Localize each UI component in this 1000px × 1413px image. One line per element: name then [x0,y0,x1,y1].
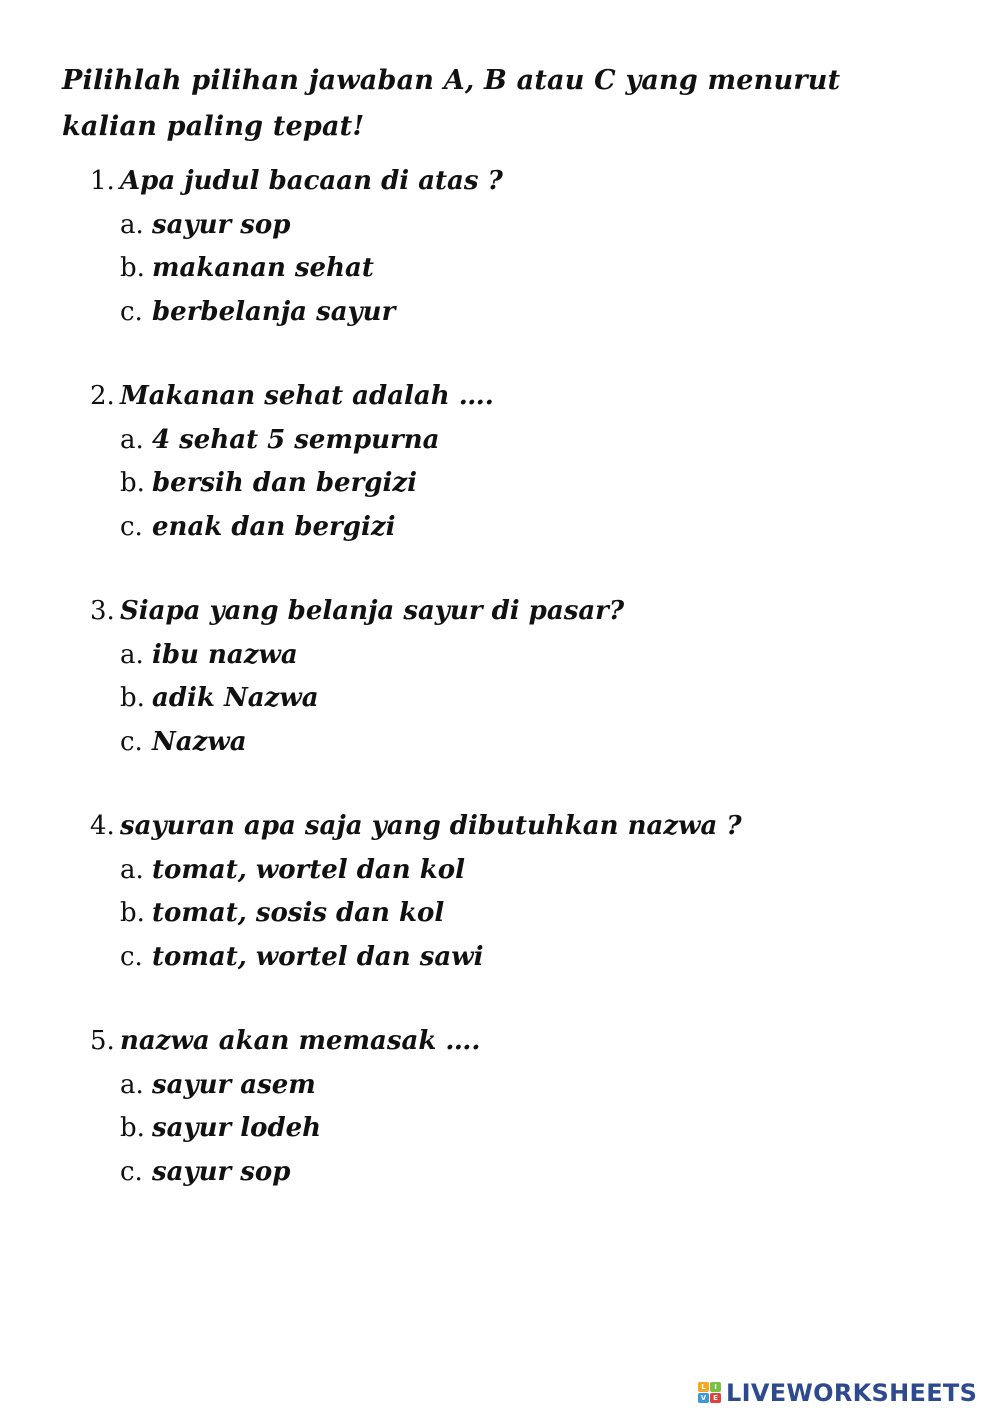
logo-tile-v: V [698,1393,709,1403]
option-letter: c. [120,511,143,542]
logo-tile-l: L [698,1382,709,1392]
option-letter: b. [120,1113,145,1143]
option-letter: a. [120,1069,144,1100]
option-text: sayur asem [152,1069,316,1100]
option-item[interactable] [120,506,950,550]
option-item[interactable] [120,462,950,506]
question-item [90,1020,950,1194]
question-number: 4. [90,811,115,841]
option-item[interactable] [120,247,950,291]
option-letter: c. [120,726,143,757]
option-letter: a. [120,854,144,885]
question-line [90,590,950,634]
question-line [90,805,950,849]
instruction-text: Pilihlah pilihan jawaban A, B atau C yang menurut kalian paling tepat! [62,65,841,142]
liveworksheets-logo-text: LIVEWORKSHEETS [726,1379,978,1407]
option-list [90,849,950,980]
question-list [90,160,950,1235]
option-letter: b. [120,468,145,498]
option-text: bersih dan bergizi [152,468,417,498]
option-letter: c. [120,1156,143,1187]
question-item [90,805,950,979]
liveworksheets-logo-icon [698,1382,722,1404]
option-letter: a. [120,424,144,455]
option-text: Nazwa [152,726,247,757]
logo-tile-e: E [710,1393,721,1403]
question-text: sayuran apa saja yang dibutuhkan nazwa ? [120,811,742,841]
option-letter: a. [120,639,144,670]
option-item[interactable] [120,1151,950,1195]
option-item[interactable] [120,849,950,893]
logo-tile-i: I [710,1382,721,1392]
option-list [90,419,950,550]
option-item[interactable] [120,721,950,765]
option-item[interactable] [120,634,950,678]
liveworksheets-logo [698,1378,977,1408]
question-text: Apa judul bacaan di atas ? [120,166,503,196]
option-letter: b. [120,683,145,713]
question-item [90,160,950,334]
question-line [90,1020,950,1064]
question-item [90,375,950,549]
option-text: adik Nazwa [152,683,319,713]
question-number: 3. [90,596,115,626]
question-item [90,590,950,764]
option-text: sayur sop [152,209,291,240]
option-text: sayur lodeh [152,1113,322,1143]
option-letter: b. [120,253,145,283]
option-letter: a. [120,209,144,240]
option-list [90,634,950,765]
option-text: ibu nazwa [152,639,298,670]
option-item[interactable] [120,892,950,936]
option-item[interactable] [120,419,950,463]
option-letter: c. [120,296,143,327]
option-text: tomat, wortel dan sawi [152,941,484,972]
option-item[interactable] [120,1064,950,1108]
question-text: Makanan sehat adalah …. [120,381,494,411]
question-number: 5. [90,1026,115,1056]
question-line [90,375,950,419]
option-list [90,1064,950,1195]
option-text: makanan sehat [152,253,374,283]
option-item[interactable] [120,677,950,721]
option-item[interactable] [120,936,950,980]
option-text: sayur sop [152,1156,291,1187]
option-list [90,204,950,335]
option-text: enak dan bergizi [152,511,396,542]
question-line [90,160,950,204]
option-item[interactable] [120,1107,950,1151]
option-text: tomat, wortel dan kol [152,854,465,885]
question-number: 2. [90,381,115,411]
option-text: 4 sehat 5 sempurna [152,424,440,455]
option-letter: b. [120,898,145,928]
option-item[interactable] [120,204,950,248]
option-text: tomat, sosis dan kol [152,898,445,928]
option-item[interactable] [120,291,950,335]
question-text: nazwa akan memasak …. [120,1026,481,1056]
question-number: 1. [90,166,115,196]
option-letter: c. [120,941,143,972]
option-text: berbelanja sayur [152,296,396,327]
question-text: Siapa yang belanja sayur di pasar? [120,596,625,626]
